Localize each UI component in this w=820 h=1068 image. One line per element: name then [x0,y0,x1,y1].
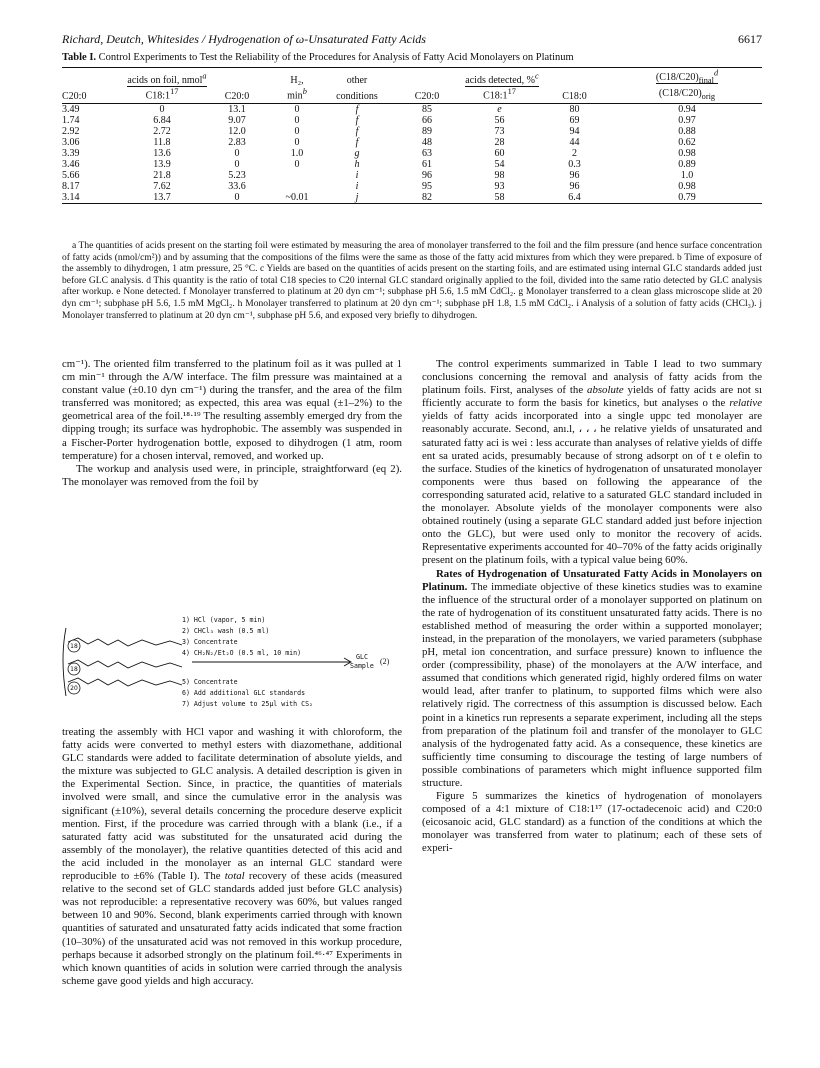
table-title [62,52,762,63]
col-header-min: $\min^b$ [272,86,322,103]
cell-h2-min: 0 [294,125,300,137]
cell-c18-1-detected: 60 [494,147,505,159]
cell-c18-1-foil: 6.84 [153,114,171,126]
cell-c20-detected: 66 [422,114,432,126]
section-heading: Rates of Hydrogenation of Unsaturated Fatty Acids in Monolayers on Platinum. [422,567,762,593]
cell-h2-min [272,181,322,192]
cell-conditions: i [355,180,359,192]
cell-c20-detected: 85 [422,103,432,115]
chain-line-3 [68,678,182,686]
equation-number: (2) [380,657,390,666]
table-row [62,170,762,181]
cell-h2-min: ~0.01 [272,192,322,204]
scheme-product-line1: GLC [356,653,368,661]
cell-c18-1-detected: 54 [494,158,505,170]
col-header-c18-1-detected: $C18:1^{17}$ [462,86,537,103]
cell-c20-detected: 48 [422,136,432,148]
scheme-step-4: 4) CH₂N₂/Et₂O (0.5 ml, 10 min) [182,649,302,657]
table-row [62,137,762,148]
cell-c20-detected: 95 [422,180,432,192]
table-footnotes: a The quantities of acids present on the starting foil were estimated by measuring the area of monolayer transferred to the foil and the film pressure (and hence surface concentration of fatty acids (nmol/cm²)) and by assuming that the compositions of the films were the same as those of the fatty acid mixtures from which they were prepared. b Time of exposure of the assembly to dihydrogen, 1 atm pressure, 25 °C. c Yields are based on the quantities of acids present on the starting foils, and are estimated using internal GLC standards added just before GLC analysis. d This quantity is the ratio of total C18 species to C20 internal GLC standard originally applied to the foil, divided into the same ratio detected by GLC analysis after workup. e None detected. f Monolayer transferred to platinum at 20 dyn cm⁻¹; subphase pH 5.6, 1.5 mM CdCl₂. g Monolayer transferred to a clean glass microscope slide at 20 dyn cm⁻¹; subphase pH 5.6, 1.5 mM MgCl₂. h Monolayer transferred to platinum at 20 dyn cm⁻¹; subphase pH 1.8, 1.5 mM CdCl₂. i Analysis of a solution of fatty acids (CHCl₃). j Monolayer transferred to platinum at 20 dyn cm⁻¹, subphase pH 5.6, and exposed very briefly to dihydrogen. [62,241,762,321]
cell-c20-foil-b: 0 [202,192,272,204]
cell-c18-0-detected: 69 [569,114,580,126]
cell-c18-1-detected: 93 [494,180,505,192]
right-paragraph-1: The control experiments summarized in Table I lead to two summary conclusions concerning the removal and analysis of fatty acids from the platinum foils. First, analyses of the absolute yields of fatty acids are not sı fficiently accurate to form the basis for kinetics, but analyses o the relative yields of fatty acids incorporated into a single uppc ted monolayer are reasonably accurate. Second, anı.l, ، ، ، he relative yields of unsaturated and saturated fatty aci is wei : less accurate than analyses of relative yields of diffe ent sa urated acids, presumably because of strong adsorpt on of t e olefin to the surface. Studies of the kinetics of hydrogenatıon of unsaturated monolayer components were thus based on following the appearance of the corresponding saturated acid, relative to a saturated GLC standard included in the monolayer. Absolute yields of the monolayer components were also obtained routinely (using a separate GLC standard added just before injection onto the GLC), but were used only to monitor the recovery of acids. Representative experiments accounted for 40–70% of the fatty acids originally present on the platinum foils, with a typical value being 60%. [422,358,762,567]
table-caption: Control Experiments to Test the Reliability of the Procedures for Analysis of Fatty Acid Monolayers on Platinum [96,52,574,63]
scheme-step-3: 3) Concentrate [182,638,238,646]
cell-c20-foil: 3.46 [62,158,80,170]
cell-ratio: 0.98 [678,147,696,159]
cell-c18-0-detected: 96 [569,169,580,181]
cell-c20-detected: 61 [422,158,432,170]
cell-c20-foil-b: 2.83 [228,136,246,148]
table-group-header-row [62,68,762,86]
table-row [62,148,762,159]
col-header-c18-0-detected: C18:0 [537,86,612,103]
cell-h2-min: 0 [294,103,300,115]
cell-c18-1-detected: 98 [494,169,505,181]
header-other: other [346,75,368,87]
table-column-header-row [62,86,762,103]
cell-c20-detected: 63 [422,147,432,159]
table-label: Table I. [62,52,97,63]
left-paragraph-3: treating the assembly with HCl vapor and washing it with chloroform, the fatty acids were converted to methyl esters with diazomethane, additional GLC standards were added to facilitate determination of absolute yields, and the mixture was subjected to GLC analysis. A detailed description is given in the Experimental Section. Since, in practice, the quantities of materials involved were small, and since the cumulative error in the analysis was significant (±10%), several details concerning the procedure deserve explicit mention. First, if the procedure was carried through with a blank (i.e., if a saturated fatty acid was substituted for the unsaturated acid during the assembly of the monolayer), the relative quantities detected of this acid and the acid included in the monolayer as an internal GLC standard were reproducible to ±6% (Table I). The total recovery of these acids (measured relative to the second set of GLC standards added just before GLC analysis) was not reproducible: a representative recovery was 60%, but values ranged between 10 and 90%. Second, blank experiments carried through with known quantities of saturated and unsaturated fatty acids indicated that some fraction (10–30%) of the unsaturated acid was not removed in this workup procedure, perhaps because it adsorbed strongly on the platinum foil.⁴⁶·⁴⁷ Experiments in which known quantities of acids in solution were carried through the analysis scheme gave good yields and high accuracy. [62,726,403,987]
header-acids-on-foil: acids on foil, nmol$^a$ [127,72,207,87]
right-paragraph-3: Figure 5 summarizes the kinetics of hydrogenation of monolayers composed of a 4:1 mixture of C18:1¹⁷ (17-octadecenoic acid) and C20:0 (eicosanoic acid, GLC standard) as a function of the conditions at which the monolayer was transferred from water to platinum; each of these sets of experi- [422,790,762,855]
cell-conditions: f [355,103,359,115]
scheme-step-7: 7) Adjust volume to 25μl with CS₂ [182,700,314,708]
chain-line-2 [68,660,182,668]
header-h2: H₂, [290,75,304,87]
cell-c18-0-detected: 2 [572,147,577,159]
col-header-c20-detected: C20:0 [392,86,462,103]
scheme-step-1: 1) HCl (vapor, 5 min) [182,616,266,624]
cell-c18-1-foil: 0 [159,103,165,115]
table-row [62,192,762,204]
cell-c18-0-detected: 0.3 [568,158,581,170]
cell-c20-foil: 3.06 [62,136,80,148]
cell-h2-min [272,170,322,181]
cell-c20-foil: 2.92 [62,125,80,137]
workup-scheme-eq2 [62,618,402,718]
right-column [422,358,762,856]
control-experiments-table [62,67,762,204]
cell-c20-foil-b: 12.0 [228,125,246,137]
cell-c20-foil: 8.17 [62,180,80,192]
table-body [62,103,762,203]
table-row [62,115,762,126]
foil-bracket [63,628,66,696]
cell-c18-1-detected: 28 [494,136,505,148]
cell-c20-foil: 3.49 [62,103,80,115]
header-ratio-final: $(C18/C20)_{final}^d$ [655,69,719,86]
col-header-c20-foil-b: C20:0 [202,86,272,103]
cell-h2-min: 0 [294,158,300,170]
cell-h2-min: 1.0 [290,147,304,159]
cell-ratio: 1.0 [680,169,694,181]
cell-ratio: 0.94 [678,103,696,115]
cell-c18-1-detected: 58 [462,192,537,204]
cell-c20-detected: 82 [392,192,462,204]
cell-c18-1-foil: 11.8 [153,136,171,148]
scheme-step-5: 5) Concentrate [182,678,238,686]
cell-c20-foil-b: 0 [234,158,240,170]
cell-c20-detected: 96 [422,169,432,181]
cell-conditions: g [354,147,360,159]
cell-c18-1-foil: 21.8 [153,169,171,181]
chain-label-3: 20 [70,685,78,692]
cell-conditions: j [322,192,392,204]
cell-c18-1-foil: 7.62 [153,180,171,192]
scheme-product-line2: Sample [350,662,374,670]
cell-c18-0-detected: 94 [569,125,580,137]
cell-c20-foil: 1.74 [62,114,80,126]
cell-c20-detected: 89 [422,125,432,137]
cell-ratio: 0.79 [612,192,762,204]
table-row [62,159,762,170]
cell-c18-0-detected: 80 [569,103,580,115]
col-header-conditions: conditions [322,86,392,103]
left-paragraph-2: The workup and analysis used were, in principle, straightforward (eq 2). The monolayer was removed from the foil by [62,462,402,488]
chain-line-1 [68,638,182,646]
left-paragraph-1: cm⁻¹). The oriented film transferred to the platinum foil as it was pulled at 1 cm min⁻¹ through the A/W interface. The film pressure was maintained at a constant value (±0.10 dyn cm⁻¹) during the transfer, and the area of the film transferred was monitored; as expected, this area was equal (±1–2%) to the geometrical area of the foil.¹⁸·¹⁹ The resulting assembly emerged dry from the dipping trough; its surface was hydrophobic. The assembly was suspended in a Fischer-Porter hydrogenation bottle, exposed to dihydrogen (1 atm, room temperature) for a chosen interval, removed, and worked up. [62,358,402,462]
left-column-upper [62,358,402,489]
chain-label-2: 18 [70,666,78,673]
header-acids-detected: acids detected, %$^c$ [465,72,539,87]
cell-c20-foil-b: 5.23 [228,169,246,181]
cell-conditions: h [354,158,360,170]
cell-conditions: f [355,114,359,126]
cell-ratio: 0.89 [678,158,696,170]
cell-c20-foil-b: 13.1 [228,103,246,115]
cell-h2-min: 0 [294,136,300,148]
cell-c18-0-detected: 6.4 [537,192,612,204]
cell-c18-1-foil: 13.9 [153,158,171,170]
cell-c20-foil: 3.14 [62,192,122,204]
col-header-c20-foil: C20:0 [62,86,122,103]
scheme-step-6: 6) Add additional GLC standards [182,689,306,697]
page-number: 6617 [738,32,762,46]
cell-h2-min: 0 [294,114,300,126]
cell-c20-foil: 5.66 [62,169,80,181]
running-head [62,32,762,47]
scheme-step-2: 2) CHCl₃ wash (0.5 ml) [182,627,270,635]
cell-c18-0-detected: 96 [569,180,580,192]
running-title: Richard, Deutch, Whitesides / Hydrogenation of ω-Unsaturated Fatty Acids [62,32,426,46]
table-row [62,126,762,137]
chain-label-1: 18 [70,643,78,650]
cell-c18-1-detected: e [497,103,502,115]
cell-ratio: 0.98 [678,180,696,192]
cell-c20-foil-b: 9.07 [228,114,246,126]
cell-c18-1-foil: 2.72 [153,125,171,137]
cell-c18-1-foil: 13.6 [153,147,171,159]
cell-c18-1-detected: 73 [494,125,505,137]
cell-c18-1-detected: 56 [494,114,505,126]
cell-c20-foil: 3.39 [62,147,80,159]
left-column-lower [62,726,402,988]
cell-c20-foil-b: 0 [234,147,240,159]
cell-c18-0-detected: 44 [569,136,580,148]
cell-ratio: 0.62 [678,136,696,148]
cell-ratio: 0.97 [678,114,696,126]
col-header-ratio-orig: $(C18/C20)_{orig}$ [612,86,762,103]
right-paragraph-2: Rates of Hydrogenation of Unsaturated Fatty Acids in Monolayers on Platinum. The immediate objective of these kinetics studies was to examine the influence of the structural order of a monolayer supported on platinum on the rate of hydrogenation of its constituent unsaturated fatty acids. There is no established method of measuring the order within a supported monolayer; instead, in the preparation of the monolayers, we varied parameters (subphase pH, metal ion concentration, and surface pressure) known to influence the order (compressibility, phase) of the monolayers at the A/W interface, and assumed that conditions which generated rigid, highly ordered films on water would lead, after tranfer to platinum, to supported films which were also relatively rigid. The correctness of this assumption is discussed below. Each point in a kinetics run represents a separate experiment, including all the steps from preparation of the platinum foil and transfer of the monolayer to GLC analysis of the hydrogenated fatty acid. As a consequence, these kinetics are sufficiently time consuming to discourage the testing of large numbers of possible combinations of parameters which might influence supported film structure. [422,567,762,789]
cell-c18-1-foil: 13.7 [122,192,202,204]
cell-conditions: i [355,169,359,181]
cell-c20-foil-b: 33.6 [228,180,246,192]
table-row [62,181,762,192]
col-header-c18-1-foil: $C18:1^{17}$ [122,86,202,103]
table-row [62,103,762,115]
cell-conditions: f [355,136,359,148]
cell-conditions: f [355,125,359,137]
cell-ratio: 0.88 [678,125,696,137]
